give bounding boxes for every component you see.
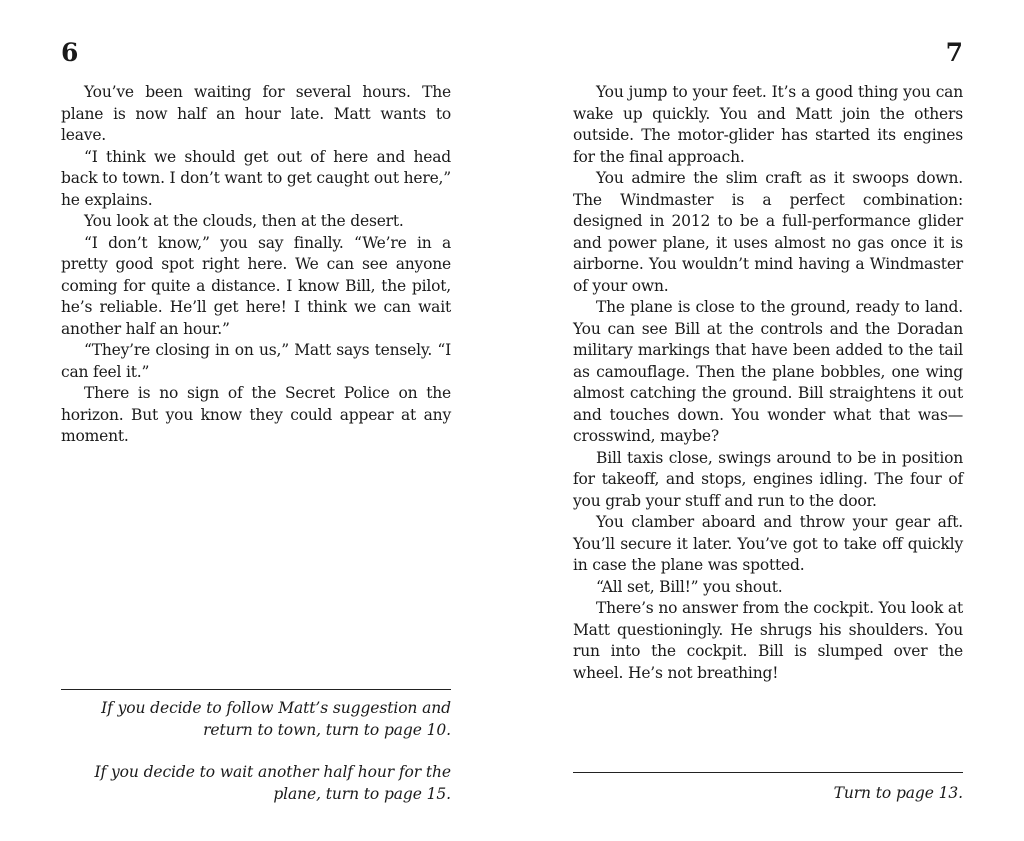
page-body <box>61 82 451 448</box>
choice-divider <box>573 772 963 773</box>
choice-option: If you decide to wait another half hour for the plane, turn to page 15. <box>94 763 451 803</box>
paragraph: “All set, Bill!” you shout. <box>596 577 783 596</box>
paragraph: “They’re closing in on us,” Matt says tensely. “I can feel it.” <box>61 341 451 381</box>
page-number: 6 <box>61 38 79 67</box>
paragraph: There’s no answer from the cockpit. You look at Matt questioningly. He shrugs his shoulders. You run into the cockpit. Bill is slumped over the wheel. He’s not breathing! <box>573 599 963 682</box>
paragraph: “I think we should get out of here and head back to town. I don’t want to get caught out here,” he explains. <box>61 147 451 209</box>
paragraph: You jump to your feet. It’s a good thing you can wake up quickly. You and Matt join the others outside. The motor-glider has started its engines for the final approach. <box>573 83 963 166</box>
choices <box>61 697 451 825</box>
paragraph: Bill taxis close, swings around to be in position for takeoff, and stops, engines idling. The four of you grab your stuff and run to the door. <box>573 448 963 510</box>
paragraph: You’ve been waiting for several hours. The plane is now half an hour late. Matt wants to leave. <box>61 83 451 144</box>
paragraph: There is no sign of the Secret Police on the horizon. But you know they could appear at any moment. <box>61 384 451 445</box>
paragraph: The plane is close to the ground, ready to land. You can see Bill at the controls and the Doradan military markings that have been added to the tail as camouflage. Then the plane bobbles, one wing almost catching the ground. Bill straightens it out and touches down. You wonder what that was—crosswind, maybe? <box>573 298 963 445</box>
paragraph: “I don’t know,” you say finally. “We’re in a pretty good spot right here. We can see anyone coming for quite a distance. I know Bill, the pilot, he’s reliable. He’ll get here! I think we can wait another half an hour.” <box>61 233 451 338</box>
paragraph: You look at the clouds, then at the desert. <box>84 212 404 230</box>
right-page <box>512 0 1024 841</box>
choices <box>573 782 963 824</box>
paragraph: You admire the slim craft as it swoops down. The Windmaster is a perfect combination: designed in 2012 to be a full-performance glider and power plane, it uses almost no gas once it is airborne. You wouldn’t mind having a Windmaster of your own. <box>573 169 963 295</box>
choice-option: Turn to page 13. <box>833 784 963 802</box>
page-body <box>573 82 963 684</box>
page-number: 7 <box>945 38 963 67</box>
choice-option: If you decide to follow Matt’s suggestion and return to town, turn to page 10. <box>101 699 451 739</box>
paragraph: You clamber aboard and throw your gear aft. You’ll secure it later. You’ve got to take off quickly in case the plane was spotted. <box>573 513 963 574</box>
choice-divider <box>61 689 451 690</box>
